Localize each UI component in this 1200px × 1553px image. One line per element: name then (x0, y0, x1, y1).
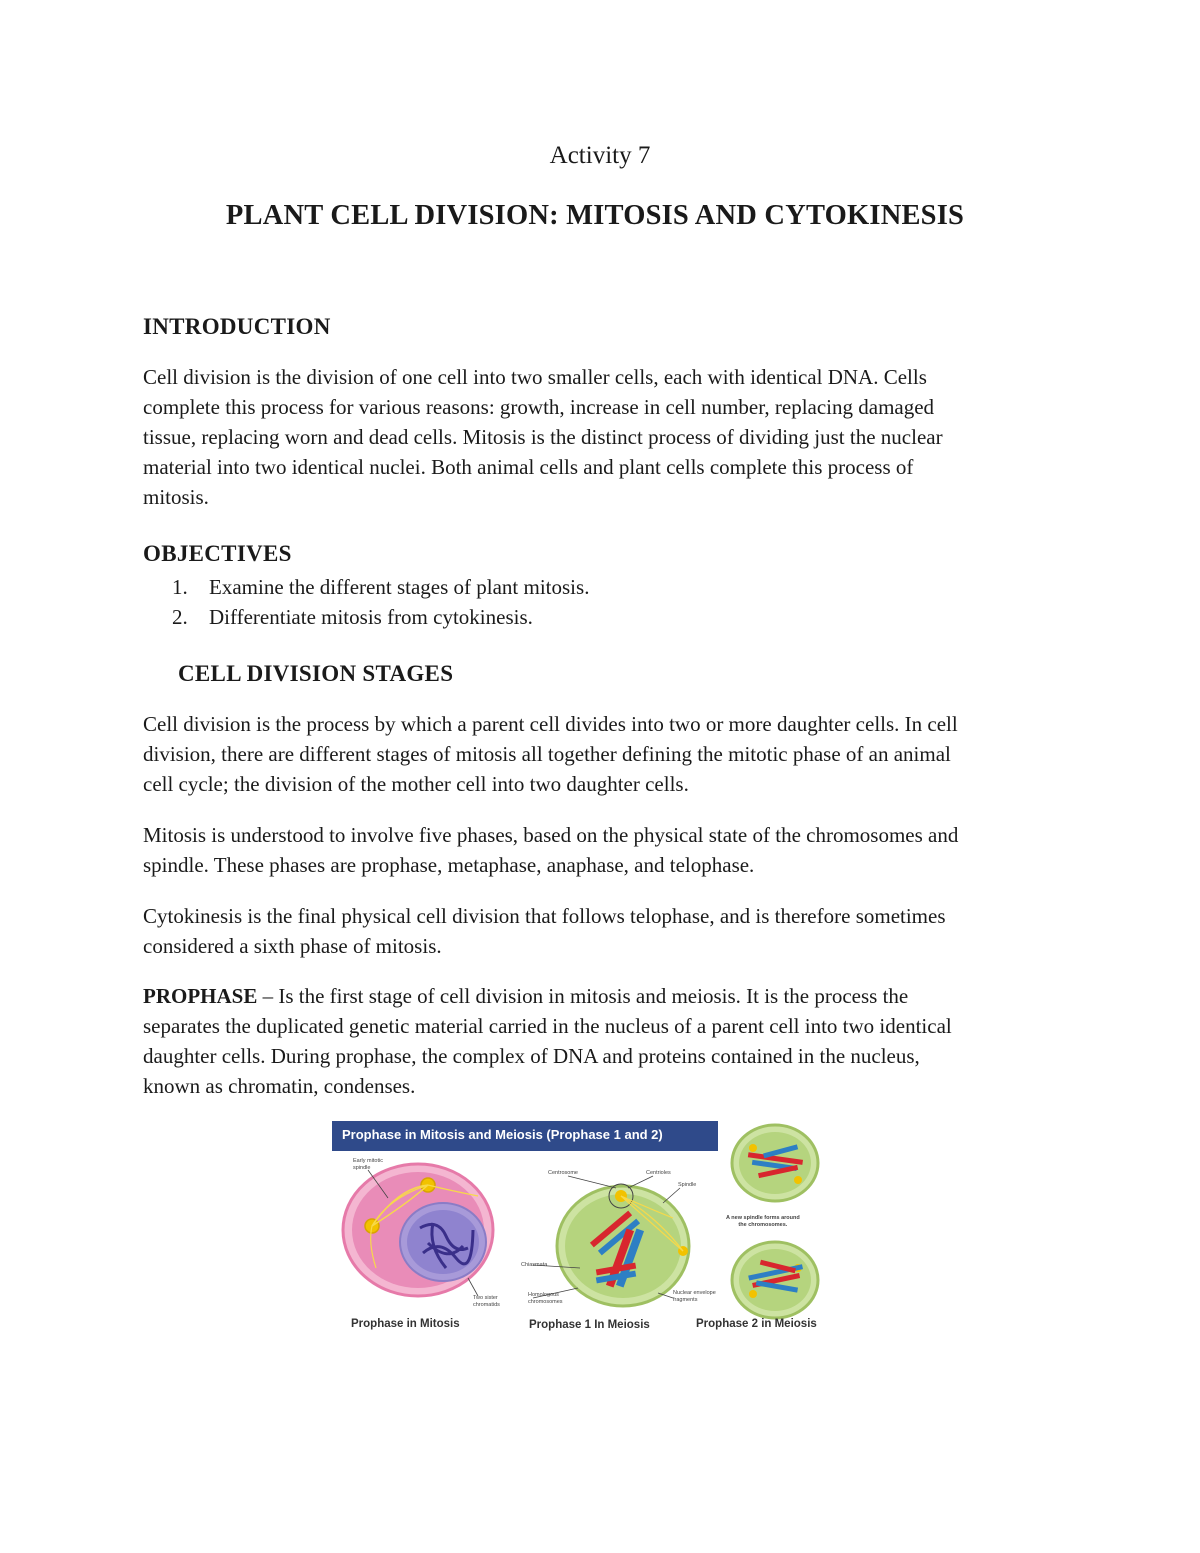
label-new-spindle: A new spindle forms around the chromosomes. (726, 1215, 800, 1228)
text-line: daughter cells. During prophase, the complex of DNA and proteins contained in the nucleus, (143, 1044, 920, 1068)
text-line: tissue, replacing worn and dead cells. Mitosis is the distinct process of dividing just the nuclear (143, 425, 943, 449)
text-line: spindle. These phases are prophase, metaphase, anaphase, and telophase. (143, 853, 755, 877)
introduction-paragraph (143, 362, 1073, 512)
meiosis-1-cell (533, 1184, 689, 1306)
objective-text: Differentiate mitosis from cytokinesis. (209, 605, 533, 629)
text-line: Mitosis is understood to involve five phases, based on the physical state of the chromosomes and (143, 823, 959, 847)
text-line: division, there are different stages of mitosis all together defining the mitotic phase of an animal (143, 742, 951, 766)
stages-paragraph-1 (143, 709, 1073, 799)
stages-paragraph-2 (143, 820, 1073, 880)
label-sister-chromatids: Two sister chromatids (473, 1295, 500, 1308)
text-line: known as chromatin, condenses. (143, 1074, 416, 1098)
list-number: 2. (172, 605, 188, 629)
label-nuclear-envelope: Nuclear envelope fragments (673, 1290, 716, 1303)
label-early-spindle: Early mitotic spindle (353, 1158, 383, 1171)
page-title: PLANT CELL DIVISION: MITOSIS AND CYTOKINESIS (225, 200, 965, 231)
prophase-term: PROPHASE (143, 984, 258, 1008)
figure-title: Prophase in Mitosis and Meiosis (Prophase 1 and 2) (342, 1127, 663, 1142)
text-line: considered a sixth phase of mitosis. (143, 934, 442, 958)
text-line: separates the duplicated genetic material carried in the nucleus of a parent cell into two identical (143, 1014, 952, 1038)
list-number: 1. (172, 575, 188, 599)
text-line: Cell division is the division of one cell into two smaller cells, each with identical DNA. Cells (143, 365, 927, 389)
label-chiasmata: Chiasmata (521, 1262, 548, 1268)
label-centrioles: Centrioles (646, 1170, 671, 1176)
meiosis-2-bottom-cell (732, 1242, 818, 1318)
label-centrosome: Centrosome (548, 1170, 578, 1176)
text-line: cell cycle; the division of the mother cell into two daughter cells. (143, 772, 689, 796)
text-line: material into two identical nuclei. Both animal cells and plant cells complete this process of (143, 455, 914, 479)
cell-division-stages-heading: CELL DIVISION STAGES (178, 661, 454, 686)
caption-prophase-2-meiosis: Prophase 2 in Meiosis (696, 1318, 817, 1330)
meiosis-2-top-cell (732, 1125, 818, 1201)
text-line: Cell division is the process by which a parent cell divides into two or more daughter cells. In cell (143, 712, 958, 736)
label-homologous-chromosomes: Homologous chromosomes (528, 1292, 563, 1305)
prophase-definition: – Is the first stage of cell division in mitosis and meiosis. It is the process the (257, 984, 909, 1008)
prophase-paragraph (143, 981, 1073, 1101)
mitosis-cell (343, 1164, 493, 1296)
caption-prophase-mitosis: Prophase in Mitosis (351, 1318, 460, 1330)
text-line: Cytokinesis is the final physical cell division that follows telophase, and is therefore sometimes (143, 904, 946, 928)
text-line: mitosis. (143, 485, 209, 509)
objectives-heading: OBJECTIVES (143, 541, 292, 566)
caption-prophase-1-meiosis: Prophase 1 In Meiosis (529, 1319, 650, 1331)
objective-text: Examine the different stages of plant mitosis. (209, 575, 590, 599)
text-line (143, 981, 1073, 1011)
activity-label: Activity 7 (549, 142, 651, 169)
introduction-heading: INTRODUCTION (143, 314, 331, 339)
stages-paragraph-3 (143, 901, 1073, 961)
prophase-figure (328, 1118, 838, 1336)
objective-item (172, 572, 589, 602)
label-spindle: Spindle (678, 1182, 697, 1188)
text-line: complete this process for various reasons: growth, increase in cell number, replacing damaged (143, 395, 935, 419)
objective-item (172, 602, 533, 632)
